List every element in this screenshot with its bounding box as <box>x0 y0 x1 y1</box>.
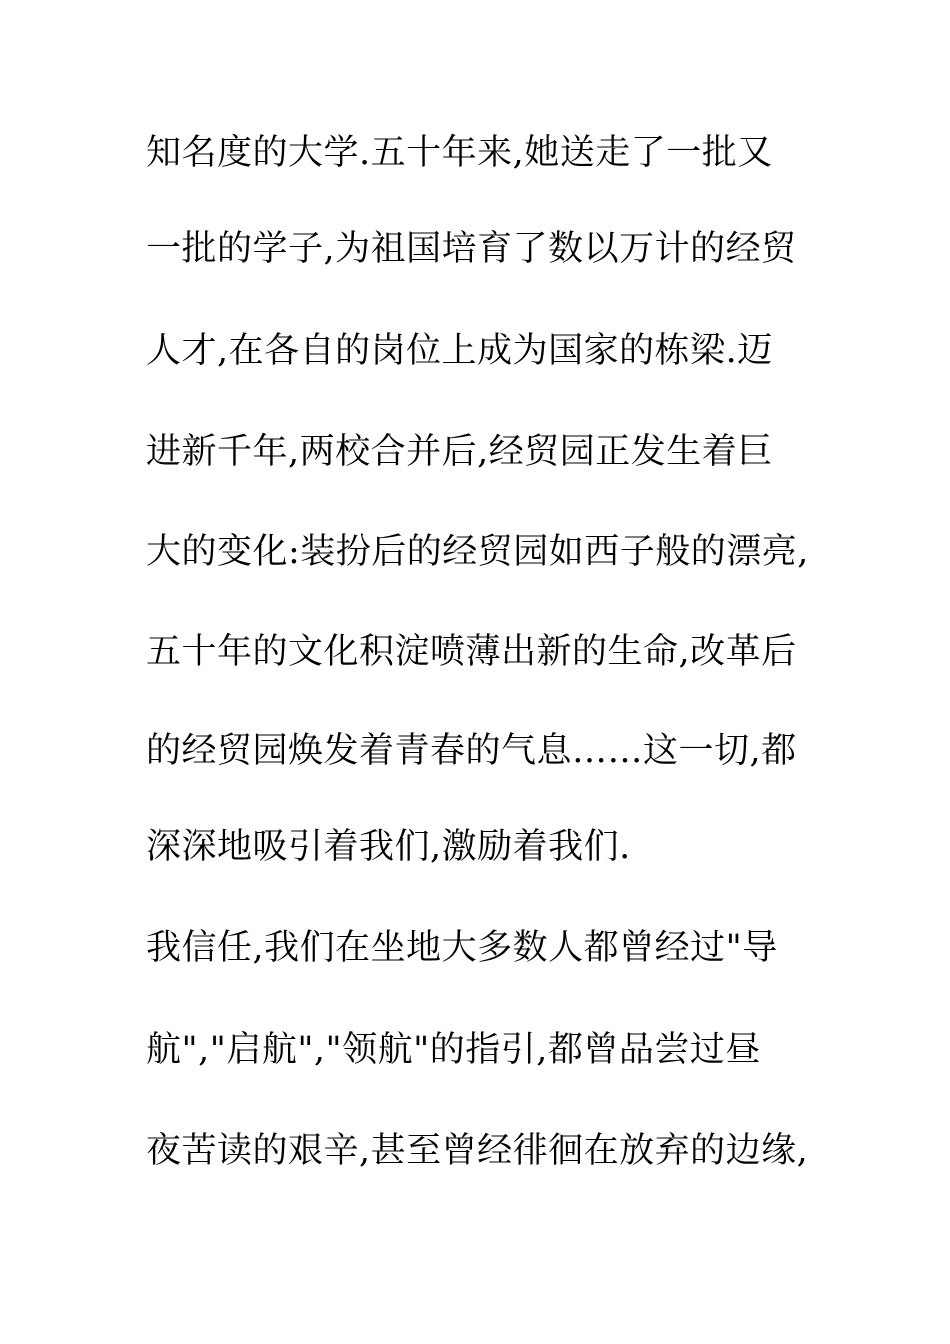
text-line: 一批的学子,为祖国培育了数以万计的经贸 <box>146 229 797 269</box>
text-line: 知名度的大学.五十年来,她送走了一批又 <box>146 133 773 173</box>
text-line: 大的变化:装扮后的经贸园如西子般的漂亮, <box>146 532 809 572</box>
text-line: 人才,在各自的岗位上成为国家的栋梁.迈 <box>146 331 773 371</box>
text-line: 深深地吸引着我们,激励着我们. <box>146 827 631 867</box>
text-line: 的经贸园焕发着青春的气息……这一切,都 <box>146 731 797 771</box>
text-line: 进新千年,两校合并后,经贸园正发生着巨 <box>146 432 773 472</box>
text-line: 我信任,我们在坐地大多数人都曾经过"导 <box>146 928 778 968</box>
text-line: 航","启航","领航"的指引,都曾品尝过昼 <box>146 1030 761 1070</box>
text-line: 夜苦读的艰辛,甚至曾经徘徊在放弃的边缘, <box>146 1131 809 1171</box>
text-line: 五十年的文化积淀喷薄出新的生命,改革后 <box>146 632 797 672</box>
